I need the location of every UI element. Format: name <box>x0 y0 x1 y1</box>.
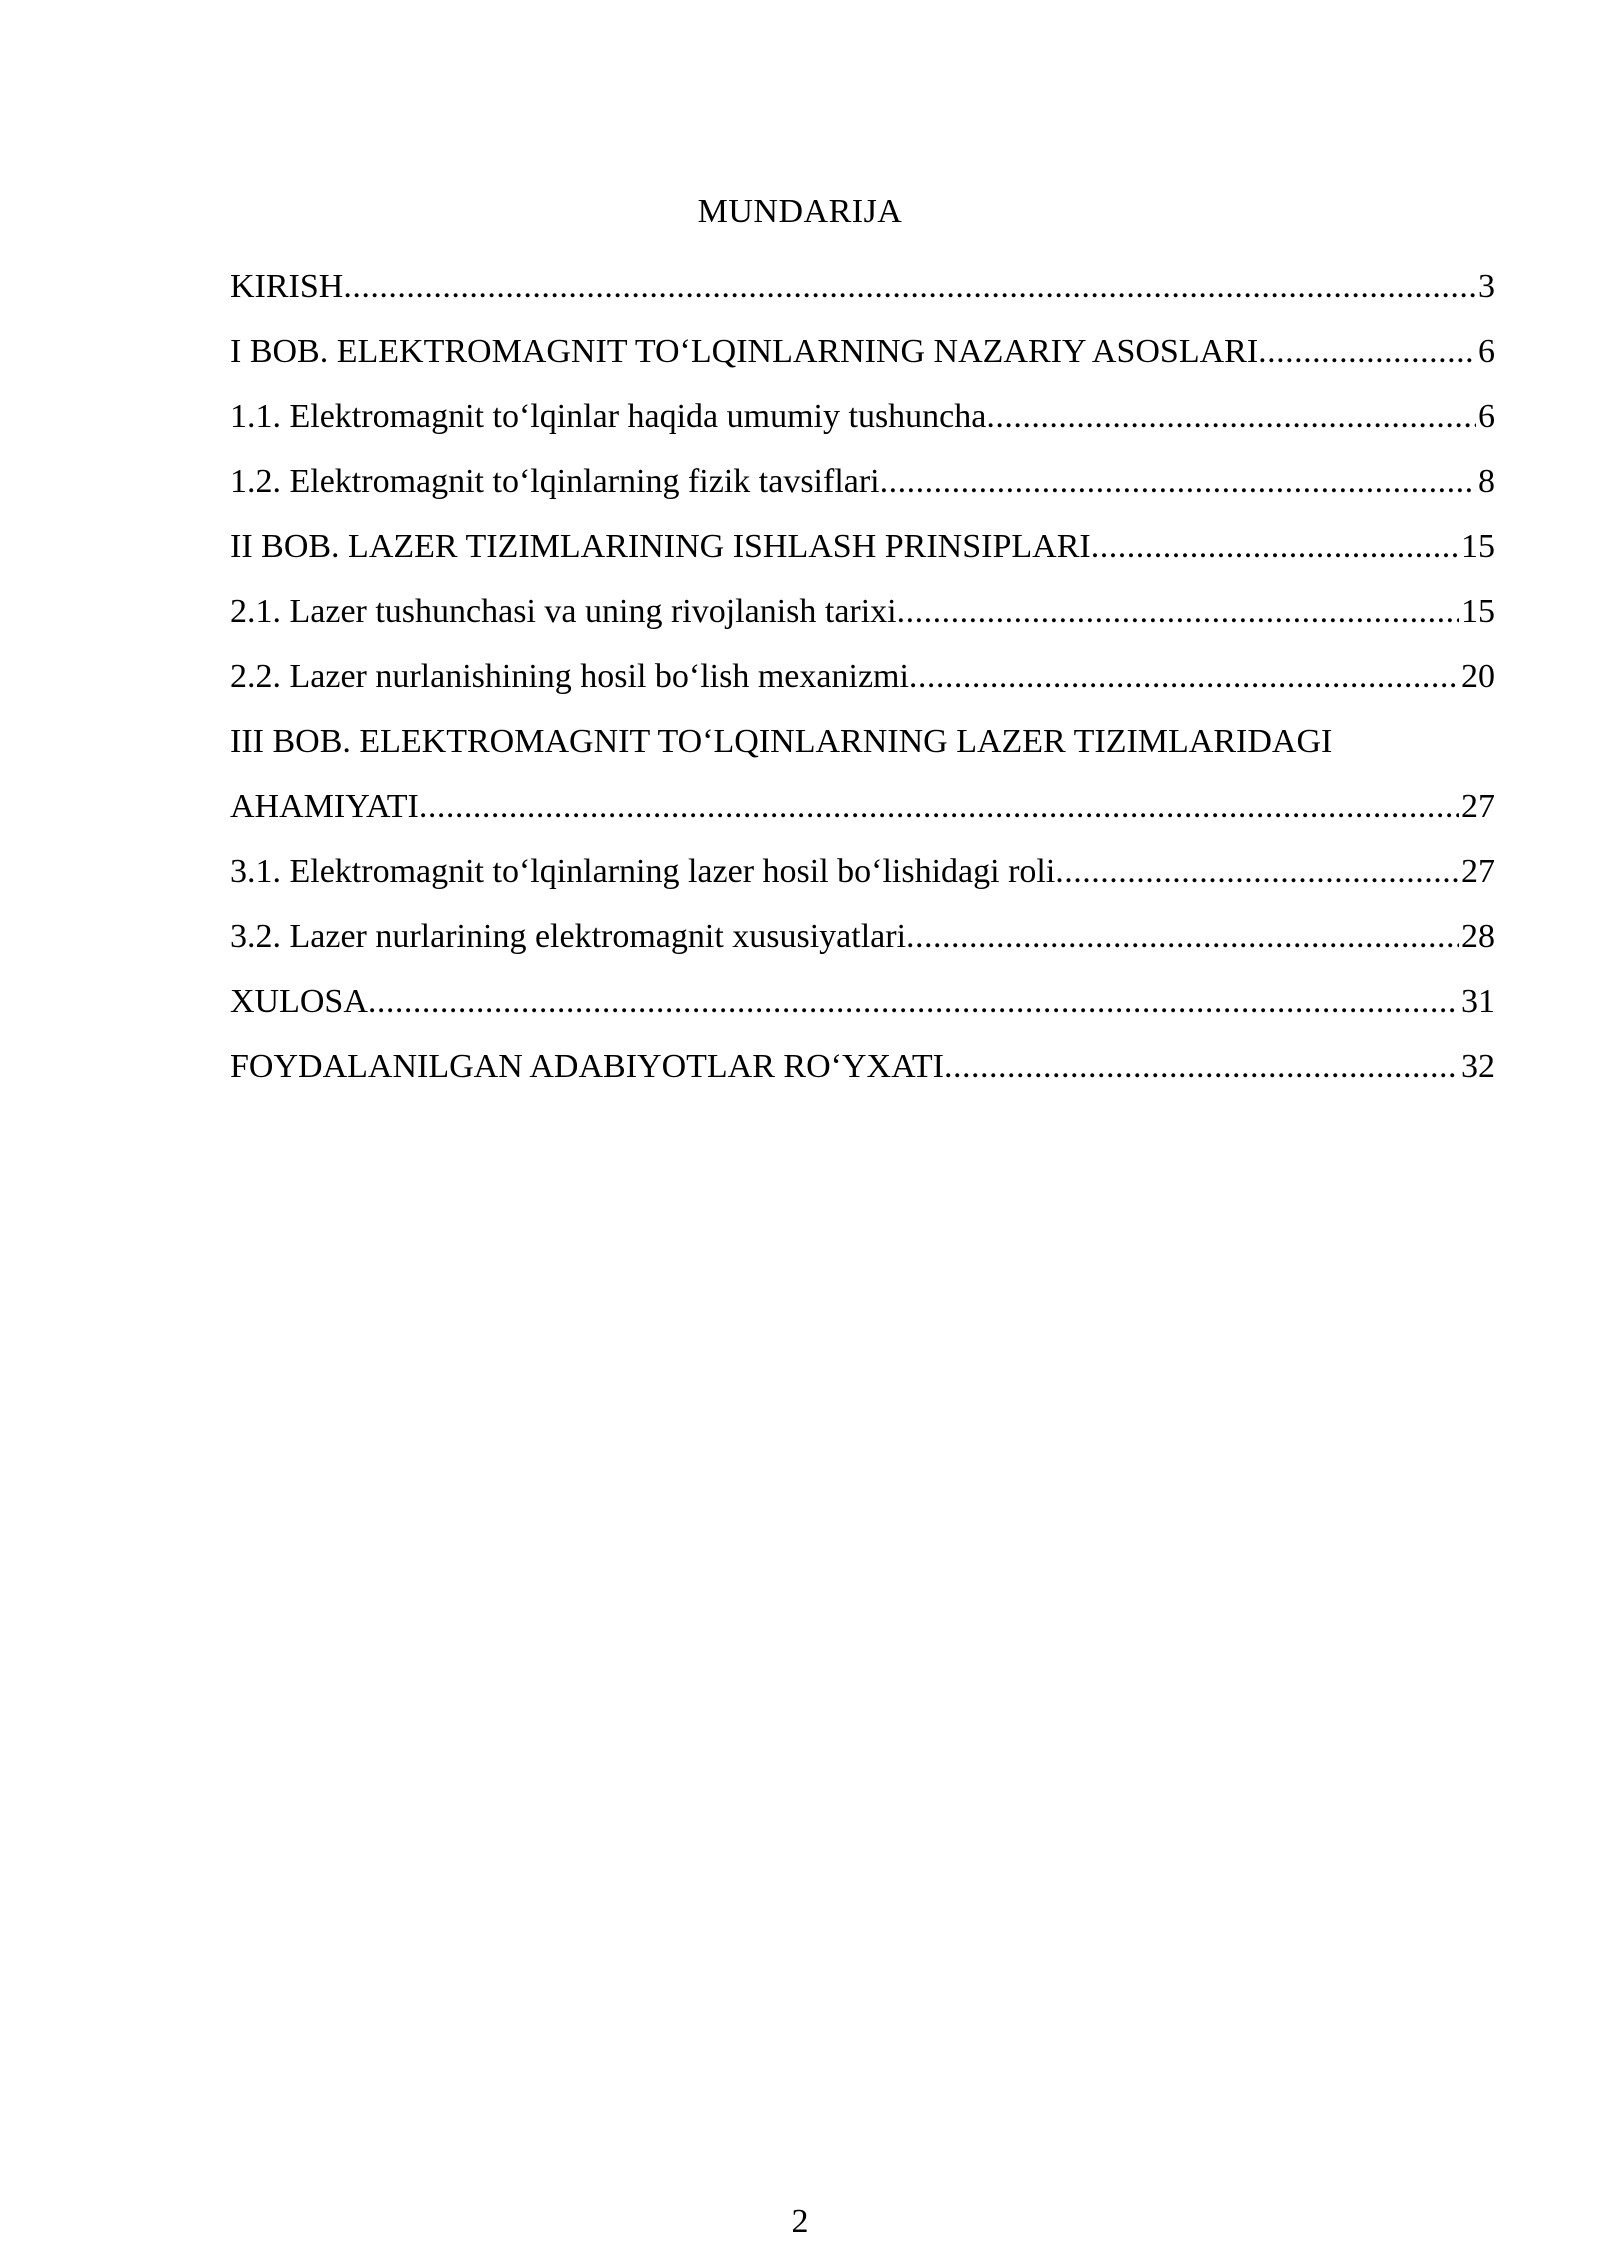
table-of-contents <box>230 254 1495 1099</box>
toc-entry-page: 15 <box>1461 593 1495 630</box>
toc-entry-label: 3.1. Elektromagnit to‘lqinlarning lazer hosil bo‘lishidagi roli <box>230 853 1056 890</box>
toc-entry-label: 1.1. Elektromagnit to‘lqinlar haqida umumiy tushuncha <box>230 398 987 435</box>
toc-entry[interactable] <box>230 449 1495 514</box>
toc-dot-leader <box>1055 839 1459 904</box>
toc-entry[interactable] <box>230 904 1495 969</box>
toc-entry-page: 32 <box>1461 1048 1495 1085</box>
toc-entry[interactable] <box>230 644 1495 709</box>
toc-dot-leader <box>368 969 1459 1034</box>
toc-title: MUNDARIJA <box>697 193 903 230</box>
toc-entry-label: AHAMIYATI <box>230 788 419 825</box>
toc-entry-label: II BOB. LAZER TIZIMLARINING ISHLASH PRINSIPLARI <box>230 528 1091 565</box>
toc-entry[interactable] <box>230 709 1495 774</box>
toc-entry-label: I BOB. ELEKTROMAGNIT TO‘LQINLARNING NAZARIY ASOSLARI <box>230 333 1259 370</box>
toc-entry-page: 6 <box>1478 333 1495 370</box>
toc-entry[interactable] <box>230 839 1495 904</box>
toc-entry-label: XULOSA <box>230 983 368 1020</box>
toc-entry-label: 1.2. Elektromagnit to‘lqinlarning fizik tavsiflari <box>230 463 880 500</box>
toc-dot-leader <box>906 904 1459 969</box>
toc-entry[interactable] <box>230 1034 1495 1099</box>
toc-entry-page: 8 <box>1478 463 1495 500</box>
toc-entry[interactable] <box>230 579 1495 644</box>
toc-dot-leader <box>986 384 1476 449</box>
toc-entry[interactable] <box>230 514 1495 579</box>
toc-entry-label: 2.1. Lazer tushunchasi va uning rivojlanish tarixi <box>230 593 897 630</box>
toc-dot-leader <box>880 449 1476 514</box>
toc-entry-label: 3.2. Lazer nurlarining elektromagnit xususiyatlari <box>230 918 907 955</box>
toc-entry-label: III BOB. ELEKTROMAGNIT TO‘LQINLARNING LAZER TIZIMLARIDAGI <box>230 723 1333 760</box>
toc-entry-label: FOYDALANILGAN ADABIYOTLAR RO‘YXATI <box>230 1048 944 1085</box>
toc-entry-page: 28 <box>1461 918 1495 955</box>
toc-dot-leader <box>1258 319 1476 384</box>
toc-entry[interactable] <box>230 319 1495 384</box>
toc-dot-leader <box>909 644 1459 709</box>
toc-entry-page: 6 <box>1478 398 1495 435</box>
toc-entry-label: 2.2. Lazer nurlanishining hosil bo‘lish mexanizmi <box>230 658 909 695</box>
toc-entry-label: KIRISH <box>230 268 344 305</box>
toc-entry[interactable] <box>230 774 1495 839</box>
toc-entry-page: 27 <box>1461 853 1495 890</box>
toc-entry[interactable] <box>230 969 1495 1034</box>
toc-dot-leader <box>897 579 1459 644</box>
toc-entry-page: 3 <box>1478 268 1495 305</box>
page-number: 2 <box>791 2203 809 2240</box>
toc-entry[interactable] <box>230 254 1495 319</box>
toc-dot-leader <box>944 1034 1459 1099</box>
toc-entry[interactable] <box>230 384 1495 449</box>
toc-dot-leader <box>419 774 1459 839</box>
toc-entry-page: 15 <box>1461 528 1495 565</box>
toc-entry-page: 20 <box>1461 658 1495 695</box>
toc-entry-page: 31 <box>1461 983 1495 1020</box>
toc-dot-leader <box>1091 514 1459 579</box>
toc-entry-page: 27 <box>1461 788 1495 825</box>
toc-dot-leader <box>343 254 1476 319</box>
